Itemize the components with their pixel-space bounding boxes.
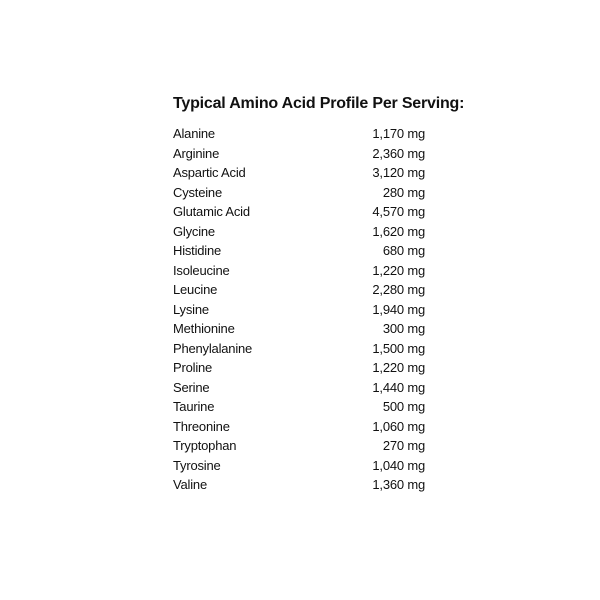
amino-acid-row [173,417,425,437]
amino-acid-row [173,319,425,339]
amino-acid-row [173,183,425,203]
amino-acid-amount: 1,440 mg [372,379,425,395]
amino-acid-name: Phenylalanine [173,340,253,356]
amino-acid-name: Isoleucine [173,262,230,278]
amino-acid-amount: 4,570 mg [372,204,425,219]
amino-acid-name: Valine [173,477,207,492]
amino-acid-amount: 680 mg [382,243,425,258]
amino-acid-name: Histidine [173,243,222,258]
amino-acid-row [173,339,425,359]
amino-acid-name: Proline [173,360,213,375]
amino-acid-name: Alanine [173,126,215,141]
amino-acid-amount: 1,360 mg [372,477,425,492]
amino-acid-name: Aspartic Acid [173,165,246,180]
amino-acid-amount: 1,940 mg [372,301,425,317]
amino-acid-name: Arginine [173,145,220,161]
amino-acid-name: Tryptophan [173,438,237,453]
amino-acid-name: Tyrosine [173,457,221,473]
amino-acid-row [173,378,425,398]
amino-acid-row [173,124,425,144]
amino-acid-amount: 2,280 mg [372,282,425,297]
amino-acid-row [173,280,425,300]
amino-acid-row [173,436,425,456]
amino-acid-amount: 500 mg [382,399,425,414]
amino-acid-amount: 1,620 mg [372,223,425,239]
amino-acid-row [173,202,425,222]
amino-acid-amount: 1,170 mg [372,126,425,141]
amino-acid-row [173,241,425,261]
amino-acid-row [173,358,425,378]
amino-acid-name: Serine [173,379,210,395]
amino-acid-name: Methionine [173,321,235,336]
amino-acid-amount: 1,220 mg [372,360,425,375]
amino-acid-name: Glycine [173,223,215,239]
amino-acid-row [173,475,425,495]
amino-acid-row [173,144,425,164]
amino-acid-amount: 1,060 mg [372,418,425,434]
amino-acid-row [173,222,425,242]
amino-acid-amount: 3,120 mg [372,165,425,180]
amino-acid-name: Leucine [173,282,218,297]
amino-acid-profile-panel [173,94,465,495]
amino-acid-amount: 1,040 mg [372,457,425,473]
amino-acid-amount: 2,360 mg [372,145,425,161]
amino-acid-name: Threonine [173,418,230,434]
amino-acid-row [173,456,425,476]
amino-acid-row [173,163,425,183]
amino-acid-amount: 300 mg [382,321,425,336]
amino-acid-list [173,124,425,495]
amino-acid-amount: 1,220 mg [372,262,425,278]
amino-acid-name: Taurine [173,399,215,414]
amino-acid-name: Glutamic Acid [173,204,250,219]
amino-acid-amount: 1,500 mg [372,340,425,356]
amino-acid-row [173,300,425,320]
amino-acid-amount: 280 mg [382,184,425,200]
amino-acid-amount: 270 mg [382,438,425,453]
amino-acid-name: Lysine [173,301,209,317]
amino-acid-name: Cysteine [173,184,222,200]
panel-title: Typical Amino Acid Profile Per Serving: [173,95,465,112]
amino-acid-row [173,261,425,281]
amino-acid-row [173,397,425,417]
